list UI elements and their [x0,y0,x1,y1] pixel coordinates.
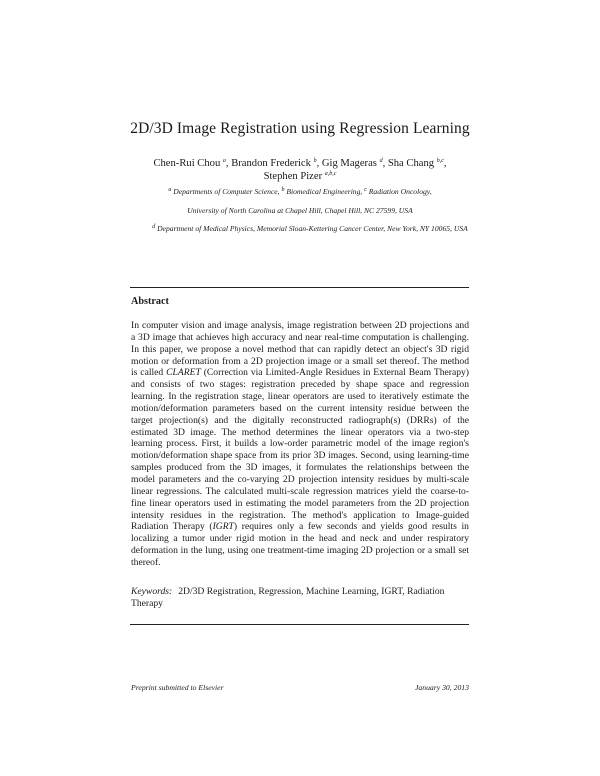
abstract-text: (Correction via Limited-Angle Residues in External Beam Therapy) and consists of two stages: registration preceded by shape space and regression learning. In the registration stage, linear operators are used to iteratively estimate the motion/deformation parameters based on the current intensity residue between the target projection(s) and the digitally reconstructed radiograph(s) (DRRs) of the estimated 3D image. The method determines the linear operators via a two-step learning process. First, it builds a low-order parametric model of the image region's motion/deformation shape space from its prior 3D images. Second, using learning-time samples produced from the 3D images, it formulates the relationships between the model parameters and the co-varying 2D projection intensity residues by multi-scale linear regressions. The calculated multi-scale regression matrices yield the coarse-to-fine linear operators used in estimating the model parameters from the 2D projection intensity residues in the registration. The method's application to Image-guided Radiation Therapy ( [131,367,469,533]
author-affiliation-mark: a [222,158,226,164]
section-divider [130,287,469,288]
affiliation-text: Biomedical Engineering, [286,187,363,196]
footer-preprint-note: Preprint submitted to Elsevier [131,683,224,692]
affiliation-text: Radiation Oncology, [368,187,432,196]
affiliation-text: Departments of Computer Science, [173,187,280,196]
abstract-body [131,320,469,569]
author-name: Sha Chang [387,158,435,169]
footer-date: January 30, 2013 [414,683,469,692]
author-name: Stephen Pizer [263,171,323,182]
author-affiliation-mark: a,b,c [324,171,337,177]
author-name: Brandon Frederick [231,158,311,169]
affiliation-mark: b [281,187,285,193]
abstract-emphasis: IGRT [212,521,234,533]
affiliation-mark: d [152,224,156,230]
affiliation-line: University of North Carolina at Chapel Hill, Chapel Hill, NC 27599, USA [187,206,413,215]
paper-title: 2D/3D Image Registration using Regression Learning [130,120,470,137]
author-affiliation-mark: b,c [436,158,444,164]
author-list: Chen-Rui Chou $^a$, Brandon Frederick $^b$, Gig Mageras $^d$, Sha Chang $^{b,c}$, Stephen Pizer $^{a,b,c}$ [153,158,447,182]
affiliation-line [150,224,470,234]
keywords-list: 2D/3D Registration, Regression, Machine Learning, IGRT, Radiation Therapy [131,586,445,609]
abstract-text: In computer vision and image analysis, image registration between 2D projections and a 3D image that achieves high accuracy and near real-time computation is challenging. In this paper, we propose a novel method that can rapidly detect an object's 3D rigid motion or deformation from a 2D projection image or a small set thereof. The method is called [131,320,469,379]
author-affiliation-mark: b [313,158,317,164]
author-affiliation-mark: d [379,158,383,164]
author-name: Gig Mageras [321,158,377,169]
affiliation-text: Department of Medical Physics, Memorial Sloan-Kettering Cancer Center, New York, NY 10065, USA [157,224,468,233]
page-footer [131,683,469,692]
author-name: Chen-Rui Chou [153,158,221,169]
affiliation-line [130,187,470,197]
abstract-text: ) requires only a few seconds and yields good results in localizing a tumor under rigid motion in the head and neck and under respiratory deformation in the lung, using one treatment-time imaging 2D projection or a small set thereof. [131,521,469,568]
keywords-label: Keywords: [131,586,173,597]
keywords [131,586,469,610]
section-divider [130,624,469,625]
abstract-heading: Abstract [131,296,169,307]
abstract-emphasis: CLARET [166,367,201,379]
affiliation-mark: a [168,187,172,193]
affiliation-mark: c [364,187,367,193]
